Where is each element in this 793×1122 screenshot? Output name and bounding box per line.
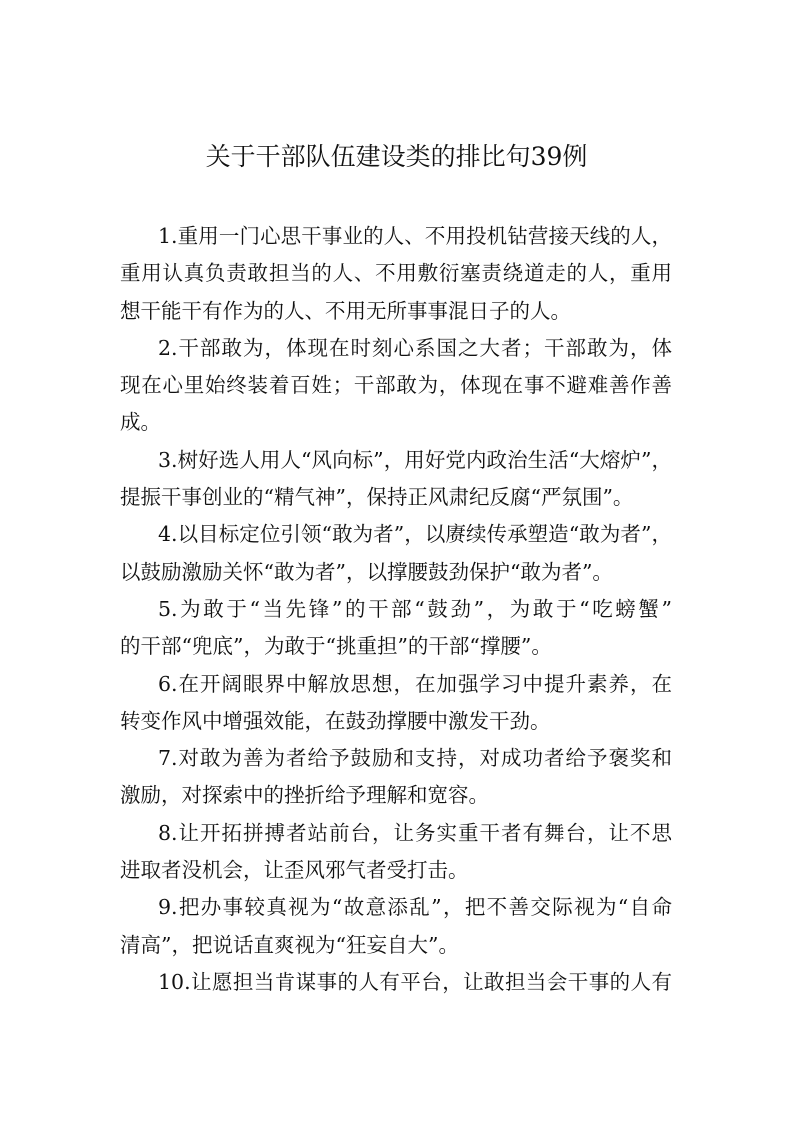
paragraph-5 (120, 591, 672, 666)
document-body (120, 218, 672, 1001)
paragraph-6 (120, 666, 672, 741)
paragraph-3 (120, 442, 672, 517)
paragraph-line: 成。 (120, 410, 161, 435)
paragraph-9 (120, 889, 672, 964)
paragraph-line: 转变作风中增强效能，在鼓劲撑腰中激发干劲。 (120, 708, 551, 733)
document-title: 关于干部队伍建设类的排比句39例 (205, 142, 588, 171)
paragraph-line: 清高”，把说话直爽视为“狂妄自大”。 (120, 932, 459, 957)
paragraph-line: 6.在开阔眼界中解放思想，在加强学习中提升素养，在 (158, 671, 672, 696)
paragraph-line: 激励，对探索中的挫折给予理解和宽容。 (120, 783, 489, 808)
paragraph-7 (120, 740, 672, 815)
paragraph-line: 提振干事创业的“精气神”，保持正风肃纪反腐“严氛围”。 (120, 485, 634, 510)
paragraph-line: 10.让愿担当肯谋事的人有平台，让敢担当会干事的人有 (158, 969, 672, 994)
paragraph-line: 4.以目标定位引领“敢为者”，以赓续传承塑造“敢为者”， (158, 522, 672, 547)
paragraph-line: 进取者没机会，让歪风邪气者受打击。 (120, 858, 469, 883)
paragraph-1 (120, 218, 672, 330)
paragraph-line: 9.把办事较真视为“故意添乱”，把不善交际视为“自命 (158, 895, 672, 920)
paragraph-line: 现在心里始终装着百姓；干部敢为，体现在事不避难善作善 (120, 373, 672, 398)
paragraph-line: 的干部“兜底”，为敢于“挑重担”的干部“撑腰”。 (120, 634, 552, 659)
paragraph-line: 想干能干有作为的人、不用无所事事混日子的人。 (120, 298, 571, 323)
paragraph-line: 8.让开拓拼搏者站前台，让务实重干者有舞台，让不思 (158, 820, 672, 845)
paragraph-line: 2.干部敢为，体现在时刻心系国之大者；干部敢为，体 (158, 335, 672, 360)
paragraph-2 (120, 330, 672, 442)
paragraph-10 (120, 964, 672, 1001)
paragraph-line: 3.树好选人用人“风向标”，用好党内政治生活“大熔炉”， (158, 447, 672, 472)
paragraph-line: 1.重用一门心思干事业的人、不用投机钻营接天线的人， (158, 224, 672, 248)
paragraph-line: 以鼓励激励关怀“敢为者”，以撑腰鼓劲保护“敢为者”。 (120, 559, 613, 584)
paragraph-4 (120, 516, 672, 591)
paragraph-8 (120, 815, 672, 890)
paragraph-line: 5.为敢于“当先锋”的干部“鼓劲”，为敢于“吃螃蟹” (158, 596, 672, 621)
paragraph-line: 7.对敢为善为者给予鼓励和支持，对成功者给予褒奖和 (158, 746, 672, 771)
paragraph-line: 重用认真负责敢担当的人、不用敷衍塞责绕道走的人，重用 (120, 261, 672, 286)
